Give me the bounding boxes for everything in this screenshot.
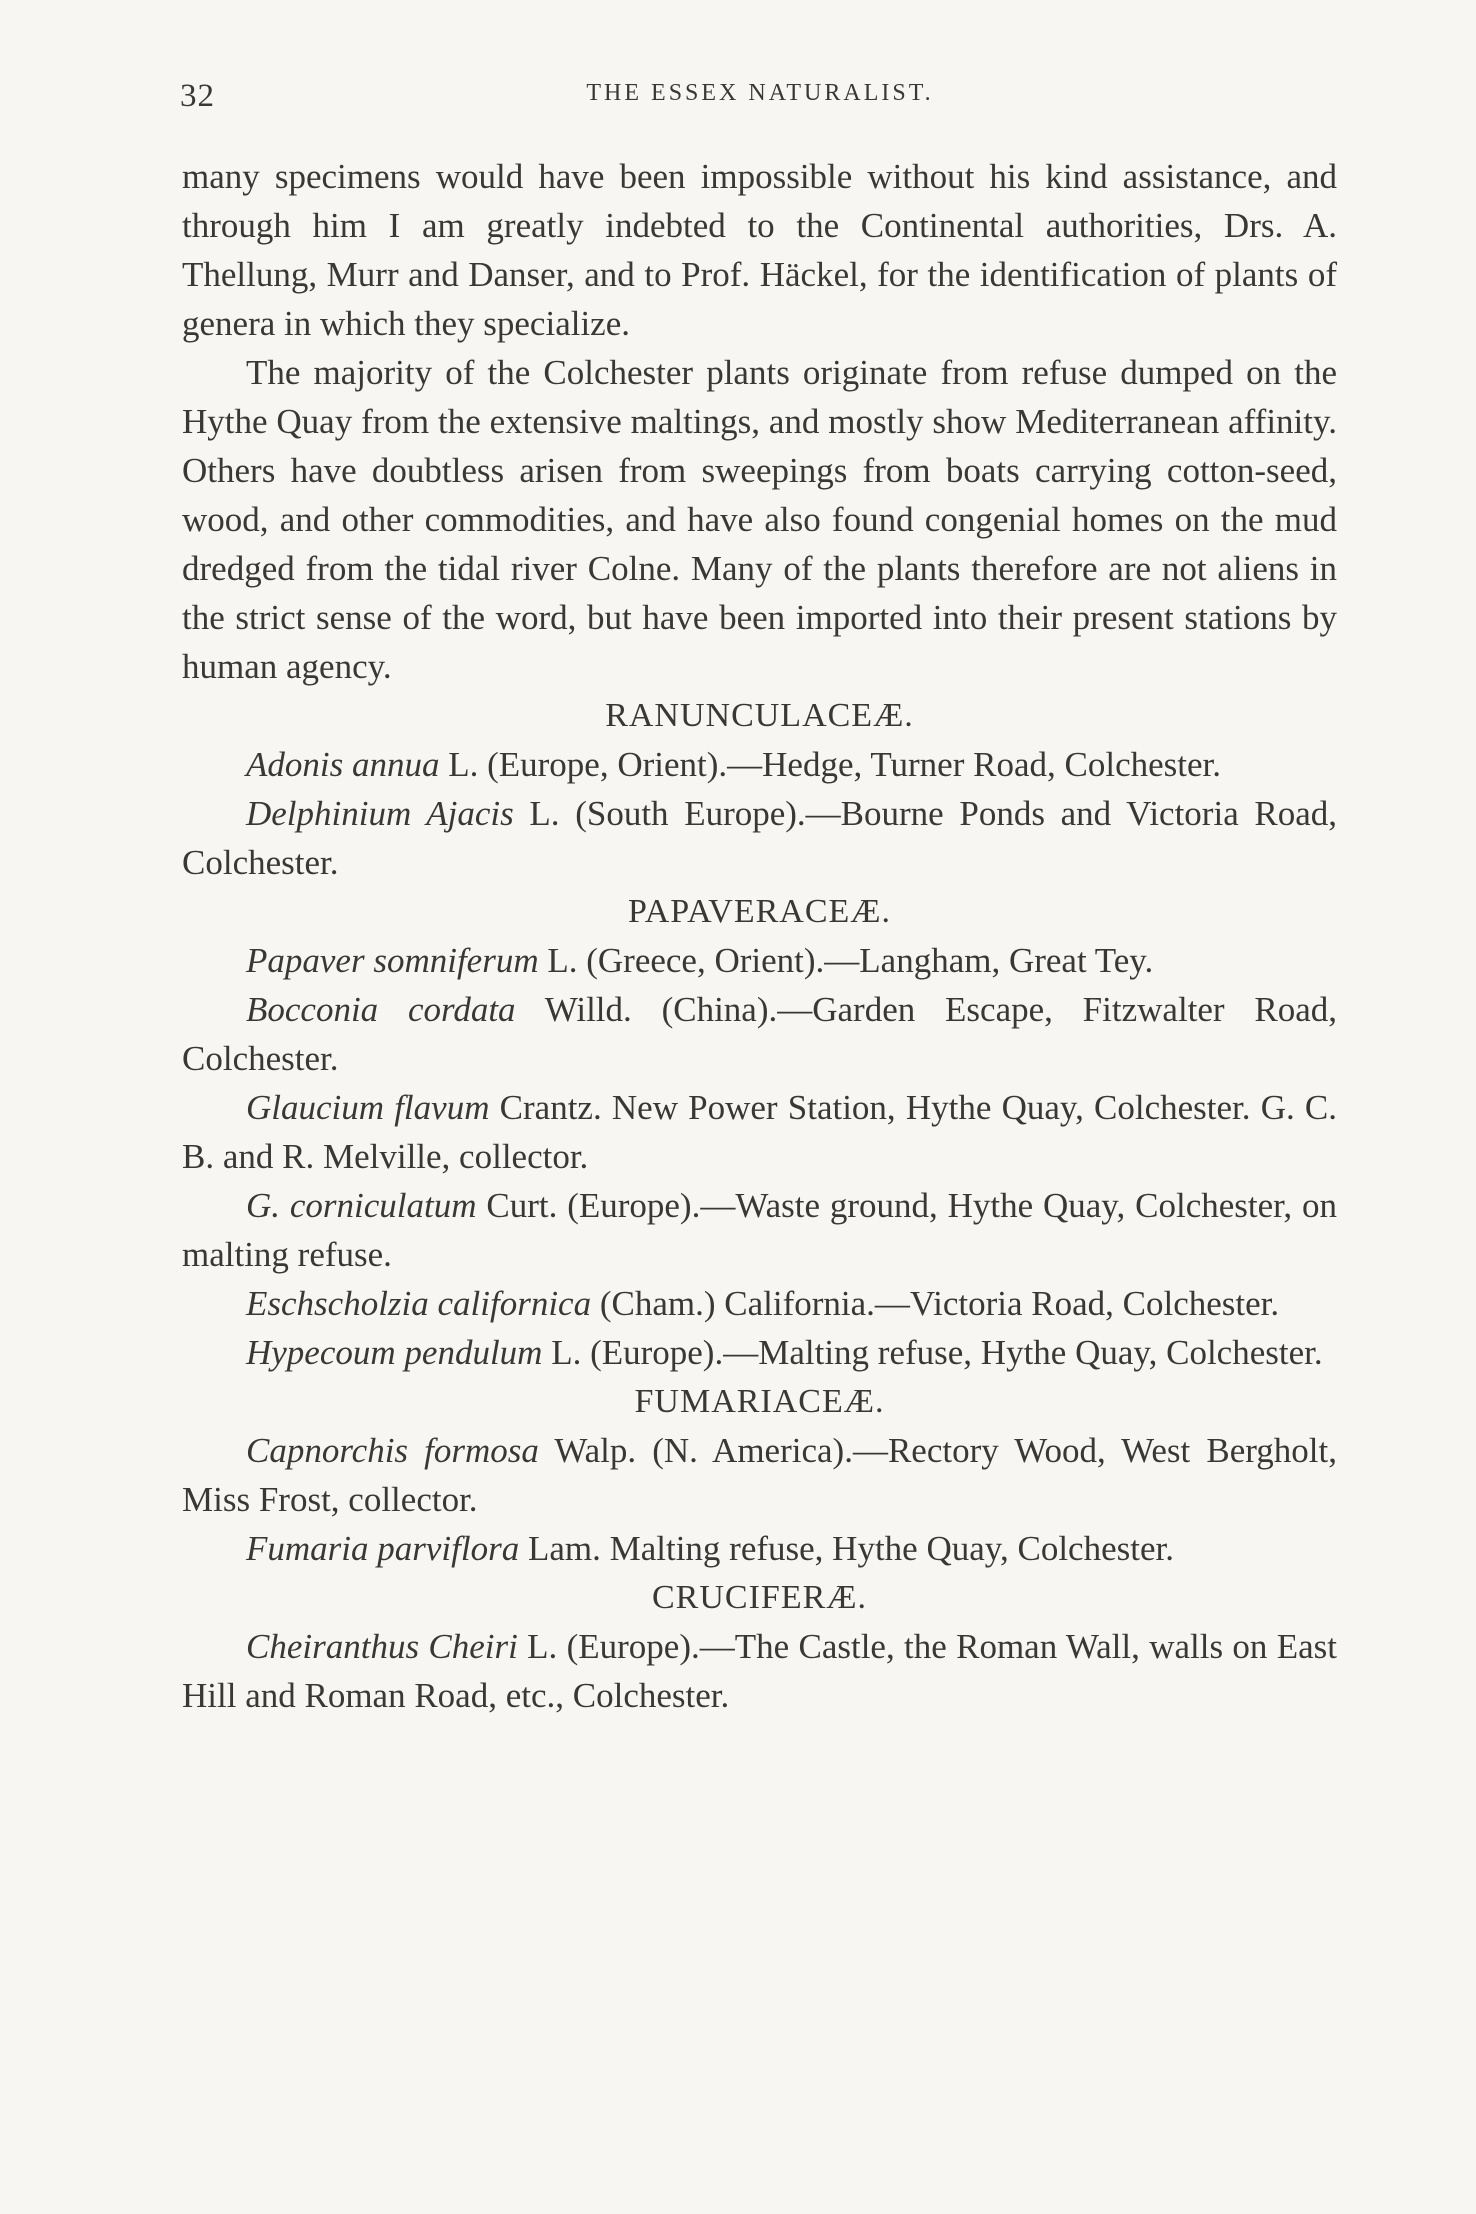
species-details: Curt. (Europe).—Waste ground, Hythe Quay, Colchester, on malting refuse.: [182, 1186, 1338, 1274]
species-entry: [182, 1426, 1337, 1524]
section-fumariaceae: [182, 1377, 1337, 1573]
species-details: L. (Greece, Orient).—Langham, Great Tey.: [538, 941, 1154, 980]
species-details: L. (Europe).—Malting refuse, Hythe Quay, Colchester.: [542, 1333, 1323, 1372]
species-details: Lam. Malting refuse, Hythe Quay, Colchester.: [519, 1529, 1174, 1568]
species-details: L. (Europe).—The Castle, the Roman Wall, walls on East Hill and Roman Road, etc., Colchester.: [182, 1627, 1337, 1715]
page-header: [180, 78, 1340, 118]
section-cruciferae: [182, 1573, 1337, 1720]
species-entry: [182, 936, 1337, 985]
species-details: L. (South Europe).—Bourne Ponds and Victoria Road, Colchester.: [182, 794, 1338, 882]
species-name: G. corniculatum: [246, 1186, 477, 1225]
species-entry: [182, 1083, 1337, 1181]
species-details: Willd. (China).—Garden Escape, Fitzwalter Road, Colchester.: [182, 990, 1338, 1078]
species-details: L. (Europe, Orient).—Hedge, Turner Road, Colchester.: [439, 745, 1221, 784]
page-number: 32: [180, 78, 215, 114]
intro-paragraph-2: The majority of the Colchester plants originate from refuse dumped on the Hythe Quay from the extensive maltings, and mostly show Mediterranean affinity. Others have doubtless arisen from sweepings from boats carrying cotton-seed, wood, and other commodities, and have also found congenial homes on the mud dredged from the tidal river Colne. Many of the plants therefore are not aliens in the strict sense of the word, but have been imported into their present stations by human agency.: [182, 353, 1337, 686]
section-papaveraceae: [182, 887, 1337, 1377]
species-details: Crantz. New Power Station, Hythe Quay, Colchester. G. C. B. and R. Melville, collector.: [182, 1088, 1338, 1176]
section-ranunculaceae: [182, 691, 1337, 887]
species-name: Fumaria parviflora: [246, 1529, 520, 1568]
section-heading: PAPAVERACEÆ.: [627, 893, 892, 930]
section-heading: RANUNCULACEÆ.: [605, 697, 914, 734]
species-name: Adonis annua: [246, 745, 440, 784]
intro-paragraph-1: many specimens would have been impossible without his kind assistance, and through him I am greatly indebted to the Continental authorities, Drs. A. Thellung, Murr and Danser, and to Prof. Häckel, for the identification of plants of genera in which they specialize.: [182, 157, 1337, 343]
section-heading: FUMARIACEÆ.: [634, 1383, 885, 1420]
species-entry: [182, 1328, 1337, 1377]
species-entry: [182, 1279, 1337, 1328]
species-name: Eschscholzia californica: [246, 1284, 592, 1323]
species-name: Cheiranthus Cheiri: [246, 1627, 518, 1666]
species-entry: [182, 1622, 1337, 1720]
running-head: THE ESSEX NATURALIST.: [586, 80, 934, 106]
species-name: Papaver somniferum: [246, 941, 539, 980]
species-name: Delphinium Ajacis: [246, 794, 514, 833]
species-entry: [182, 789, 1337, 887]
species-entry: [182, 1181, 1337, 1279]
section-heading: CRUCIFERÆ.: [652, 1579, 867, 1616]
species-name: Glaucium flavum: [246, 1088, 490, 1127]
species-details: Walp. (N. America).—Rectory Wood, West Bergholt, Miss Frost, collector.: [182, 1431, 1337, 1519]
species-name: Capnorchis formosa: [246, 1431, 539, 1470]
species-entry: [182, 985, 1337, 1083]
page-body: [182, 152, 1337, 1720]
species-name: Bocconia cordata: [246, 990, 516, 1029]
species-name: Hypecoum pendulum: [246, 1333, 543, 1372]
species-entry: [182, 740, 1337, 789]
species-details: (Cham.) California.—Victoria Road, Colchester.: [591, 1284, 1280, 1323]
species-entry: [182, 1524, 1337, 1573]
